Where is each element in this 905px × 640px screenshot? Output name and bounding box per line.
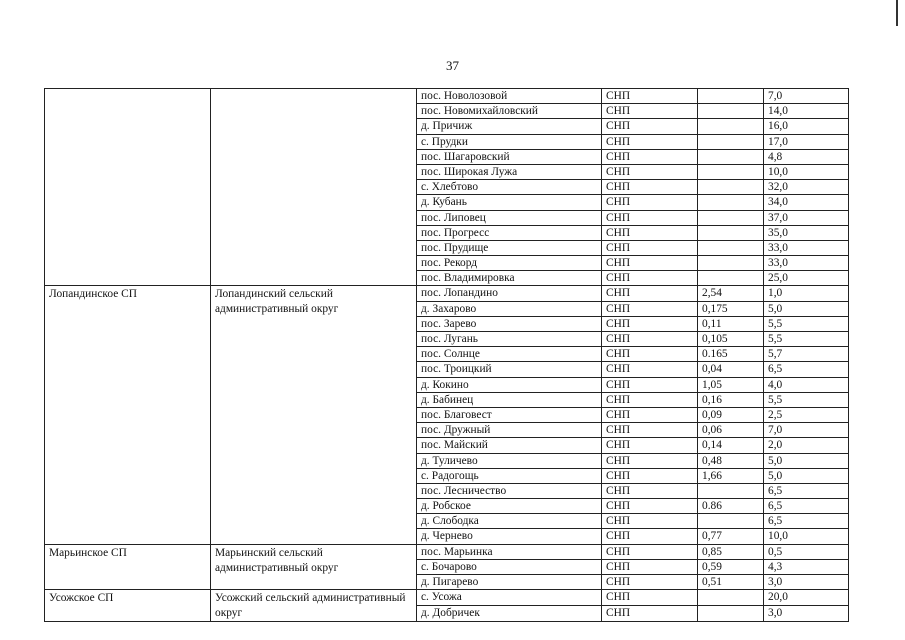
type-cell: СНП (602, 392, 698, 407)
distance-cell: 16,0 (764, 119, 849, 134)
distance-cell: 34,0 (764, 195, 849, 210)
district-cell: Усожское СП (45, 590, 211, 622)
area-cell (698, 483, 764, 498)
distance-cell: 35,0 (764, 225, 849, 240)
area-cell: 0,48 (698, 453, 764, 468)
settlements-table-body (45, 89, 849, 622)
area-cell: 1,66 (698, 468, 764, 483)
table-row (45, 590, 849, 606)
place-cell: с. Радогощь (417, 468, 602, 483)
place-cell: пос. Рекорд (417, 256, 602, 271)
place-cell: д. Чернево (417, 529, 602, 544)
type-cell: СНП (602, 134, 698, 149)
distance-cell: 10,0 (764, 529, 849, 544)
type-cell: СНП (602, 377, 698, 392)
place-cell: пос. Лугань (417, 332, 602, 347)
area-cell: 0,14 (698, 438, 764, 453)
place-cell: пос. Троицкий (417, 362, 602, 377)
type-cell: СНП (602, 514, 698, 529)
type-cell: СНП (602, 195, 698, 210)
type-cell: СНП (602, 362, 698, 377)
type-cell: СНП (602, 483, 698, 498)
type-cell: СНП (602, 316, 698, 331)
type-cell: СНП (602, 499, 698, 514)
distance-cell: 6,5 (764, 499, 849, 514)
area-cell: 0,105 (698, 332, 764, 347)
place-cell: пос. Лесничество (417, 483, 602, 498)
distance-cell: 20,0 (764, 590, 849, 606)
type-cell: СНП (602, 332, 698, 347)
edge-mark (896, 0, 898, 26)
type-cell: СНП (602, 529, 698, 544)
area-cell: 0,06 (698, 423, 764, 438)
distance-cell: 14,0 (764, 104, 849, 119)
place-cell: пос. Шагаровский (417, 149, 602, 164)
district-cell (45, 89, 211, 286)
area-cell: 0,51 (698, 575, 764, 590)
area-cell (698, 180, 764, 195)
area-cell: 0,175 (698, 301, 764, 316)
type-cell: СНП (602, 180, 698, 195)
table-row (45, 544, 849, 559)
area-cell (698, 514, 764, 529)
place-cell: д. Захарово (417, 301, 602, 316)
place-cell: пос. Владимировка (417, 271, 602, 286)
page-number: 37 (446, 58, 459, 73)
place-cell: д. Причиж (417, 119, 602, 134)
area-cell (698, 89, 764, 104)
distance-cell: 3,0 (764, 575, 849, 590)
place-cell: пос. Новомихайловский (417, 104, 602, 119)
area-cell (698, 210, 764, 225)
place-cell: пос. Лопандино (417, 286, 602, 301)
distance-cell: 5,0 (764, 301, 849, 316)
place-cell: пос. Благовест (417, 407, 602, 422)
distance-cell: 5,5 (764, 392, 849, 407)
type-cell: СНП (602, 590, 698, 606)
area-cell (698, 149, 764, 164)
distance-cell: 5,0 (764, 453, 849, 468)
okrug-cell (211, 89, 417, 286)
type-cell: СНП (602, 606, 698, 622)
type-cell: СНП (602, 89, 698, 104)
type-cell: СНП (602, 149, 698, 164)
place-cell: с. Хлебтово (417, 180, 602, 195)
distance-cell: 17,0 (764, 134, 849, 149)
distance-cell: 5,0 (764, 468, 849, 483)
place-cell: пос. Марьинка (417, 544, 602, 559)
area-cell (698, 195, 764, 210)
area-cell (698, 590, 764, 606)
type-cell: СНП (602, 468, 698, 483)
place-cell: пос. Прудище (417, 240, 602, 255)
place-cell: пос. Зарево (417, 316, 602, 331)
table-row (45, 286, 849, 301)
place-cell: пос. Липовец (417, 210, 602, 225)
settlements-table (44, 88, 849, 622)
okrug-cell: Марьинский сельский административный округ (211, 544, 417, 590)
type-cell: СНП (602, 347, 698, 362)
area-cell: 0,59 (698, 559, 764, 574)
area-cell: 0,85 (698, 544, 764, 559)
area-cell (698, 240, 764, 255)
area-cell: 0,09 (698, 407, 764, 422)
distance-cell: 2,5 (764, 407, 849, 422)
area-cell (698, 225, 764, 240)
place-cell: с. Прудки (417, 134, 602, 149)
distance-cell: 32,0 (764, 180, 849, 195)
distance-cell: 7,0 (764, 423, 849, 438)
distance-cell: 5,7 (764, 347, 849, 362)
place-cell: с. Усожа (417, 590, 602, 606)
place-cell: с. Бочарово (417, 559, 602, 574)
distance-cell: 5,5 (764, 316, 849, 331)
type-cell: СНП (602, 119, 698, 134)
distance-cell: 10,0 (764, 164, 849, 179)
place-cell: д. Пигарево (417, 575, 602, 590)
type-cell: СНП (602, 423, 698, 438)
type-cell: СНП (602, 407, 698, 422)
type-cell: СНП (602, 453, 698, 468)
okrug-cell: Усожский сельский административный округ (211, 590, 417, 622)
type-cell: СНП (602, 225, 698, 240)
type-cell: СНП (602, 164, 698, 179)
place-cell: д. Добричек (417, 606, 602, 622)
distance-cell: 1,0 (764, 286, 849, 301)
area-cell: 2,54 (698, 286, 764, 301)
area-cell (698, 256, 764, 271)
type-cell: СНП (602, 438, 698, 453)
place-cell: д. Слободка (417, 514, 602, 529)
type-cell: СНП (602, 301, 698, 316)
type-cell: СНП (602, 575, 698, 590)
distance-cell: 2,0 (764, 438, 849, 453)
distance-cell: 6,5 (764, 362, 849, 377)
distance-cell: 7,0 (764, 89, 849, 104)
distance-cell: 33,0 (764, 240, 849, 255)
type-cell: СНП (602, 271, 698, 286)
area-cell (698, 164, 764, 179)
distance-cell: 5,5 (764, 332, 849, 347)
type-cell: СНП (602, 104, 698, 119)
place-cell: пос. Широкая Лужа (417, 164, 602, 179)
distance-cell: 4,8 (764, 149, 849, 164)
place-cell: пос. Прогресс (417, 225, 602, 240)
place-cell: пос. Дружный (417, 423, 602, 438)
distance-cell: 4,0 (764, 377, 849, 392)
place-cell: д. Кокино (417, 377, 602, 392)
area-cell (698, 606, 764, 622)
okrug-cell: Лопандинский сельский административный округ (211, 286, 417, 544)
distance-cell: 6,5 (764, 514, 849, 529)
distance-cell: 25,0 (764, 271, 849, 286)
area-cell (698, 134, 764, 149)
district-cell: Лопандинское СП (45, 286, 211, 544)
place-cell: д. Туличево (417, 453, 602, 468)
type-cell: СНП (602, 256, 698, 271)
area-cell: 0.86 (698, 499, 764, 514)
place-cell: пос. Новолозовой (417, 89, 602, 104)
place-cell: пос. Майский (417, 438, 602, 453)
place-cell: пос. Солнце (417, 347, 602, 362)
distance-cell: 6,5 (764, 483, 849, 498)
distance-cell: 0,5 (764, 544, 849, 559)
distance-cell: 3,0 (764, 606, 849, 622)
type-cell: СНП (602, 544, 698, 559)
type-cell: СНП (602, 559, 698, 574)
type-cell: СНП (602, 286, 698, 301)
district-cell: Марьинское СП (45, 544, 211, 590)
place-cell: д. Кубань (417, 195, 602, 210)
area-cell (698, 271, 764, 286)
area-cell: 0.165 (698, 347, 764, 362)
distance-cell: 4,3 (764, 559, 849, 574)
distance-cell: 33,0 (764, 256, 849, 271)
type-cell: СНП (602, 210, 698, 225)
type-cell: СНП (602, 240, 698, 255)
area-cell: 0,77 (698, 529, 764, 544)
area-cell: 0,11 (698, 316, 764, 331)
place-cell: д. Бабинец (417, 392, 602, 407)
table-row (45, 89, 849, 104)
distance-cell: 37,0 (764, 210, 849, 225)
area-cell (698, 119, 764, 134)
place-cell: д. Робское (417, 499, 602, 514)
area-cell: 1,05 (698, 377, 764, 392)
area-cell: 0,04 (698, 362, 764, 377)
area-cell (698, 104, 764, 119)
area-cell: 0,16 (698, 392, 764, 407)
